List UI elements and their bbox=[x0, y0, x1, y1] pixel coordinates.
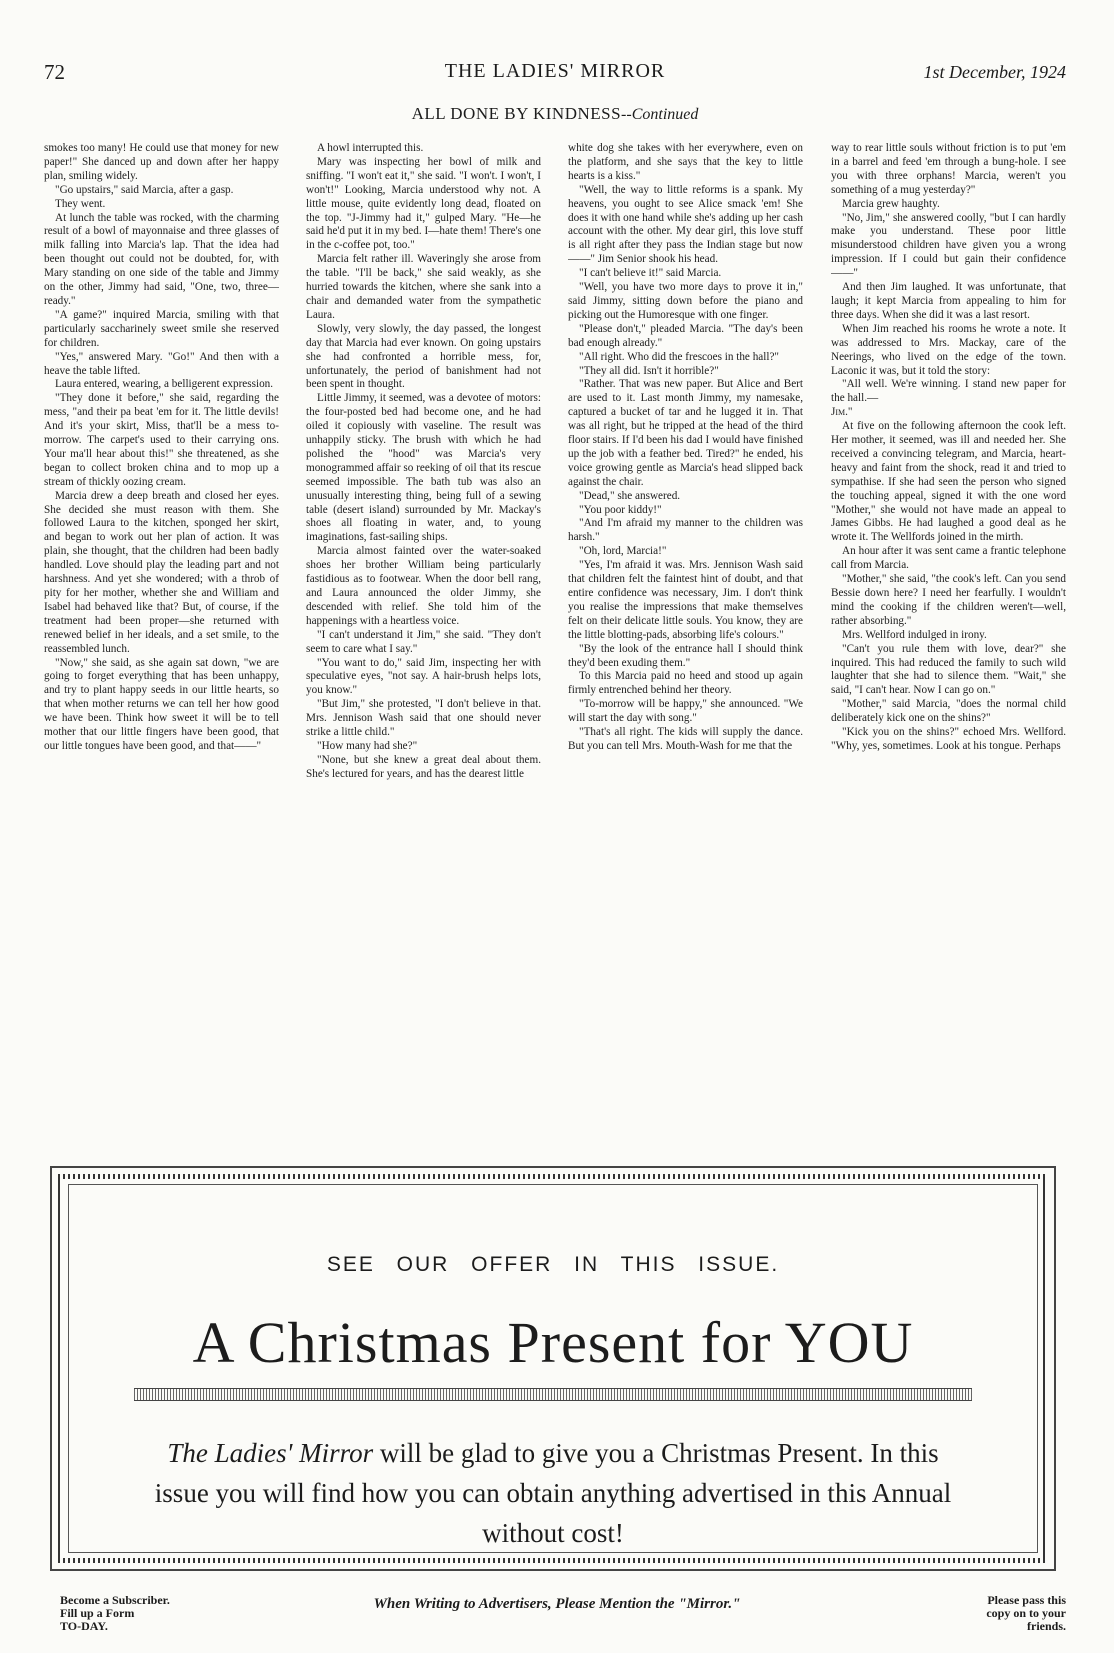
paragraph: "Go upstairs," said Marcia, after a gasp. bbox=[55, 183, 234, 196]
decorative-rule bbox=[134, 1388, 972, 1401]
ad-body-text bbox=[139, 1433, 967, 1553]
paragraph: "Well, the way to little reforms is a spank. My heavens, you ought to see Alice smack 'em! She does it with one hand while she's adding up her cash account with the other. My dear girl, this love stuff is all right after they pass the Indian stage but now——" Jim Senior shook his head. bbox=[568, 183, 803, 266]
paragraph: "To-morrow will be happy," she announced. "We will start the day with song." bbox=[568, 698, 803, 725]
paragraph: "I can't understand it Jim," she said. "They don't seem to care what I say." bbox=[306, 628, 541, 655]
paragraph: An hour after it was sent came a frantic telephone call from Marcia. bbox=[831, 545, 1066, 572]
paragraph: Marcia drew a deep breath and closed her eyes. She decided she must reason with them. She followed Laura to the kitchen, sponged her skirt, and began to work out her plan of action. It was plain, she thought, that the children had been badly handled. Love should play the leading part and not harshness. And yet she wondered; with a throb of pity for her mother, whether she and William and Isabel had behaved like that? But, of course, if the treatment had been proper—she returned with renewed belief in her ideals, and a set smile, to the reassembled lunch. bbox=[44, 489, 279, 655]
footer-left-line: Fill up a Form bbox=[60, 1606, 135, 1620]
signature: Jim." bbox=[831, 406, 853, 419]
paragraph: "Now," she said, as she again sat down, "we are going to forget everything that has been unhappy, and try to plant happy seeds in our little hearts, so that when mother returns we can tell her how good we have been. Think how sweet it will be to tell mother that our little fingers have been good, that our little tongues have been good, and that——" bbox=[44, 656, 279, 752]
story-title bbox=[44, 104, 1066, 124]
paragraph: Mary was inspecting her bowl of milk and sniffing. "I won't eat it," she said. "I won't. I won't, I won't!" Looking, Marcia understood why not. A little mouse, quite evidently long dead, floated on the top. "J-Jimmy had it," gulped Mary. "He—he said he'd put it in my bed. I—hate them! There's one in the c-coffee pot, too." bbox=[306, 155, 541, 252]
story-title-text: ALL DONE BY KINDNESS bbox=[411, 104, 622, 123]
footer-right-line: copy on to your bbox=[986, 1606, 1066, 1620]
paragraph: "Can't you rule them with love, dear?" she inquired. This had reduced the family to such wild laughter that she had to silence them. "Wait," she said, "I can't hear. Now I can go on." bbox=[831, 642, 1066, 697]
paragraph: Slowly, very slowly, the day passed, the longest day that Marcia had ever known. On going upstairs she had confronted a horrible mess, for, unfortunately, the period of banishment had not been spent in thought. bbox=[306, 322, 541, 391]
paragraph: Little Jimmy, it seemed, was a devotee of motors: the four-posted bed had become one, and he had oiled it copiously with vaseline. The result was unhappily sticky. The brush with which he had polished the "hood" was Marcia's very monogrammed affair so reeking of oil that its rescue seemed impossible. The bath tub was also an unusually interesting thing, being full of a sewing table (desert island) surrounded by Mr. Mackay's shoes all floating in water, and, to young imaginations, fast-sailing ships. bbox=[306, 392, 541, 544]
footer-advertisers-note: When Writing to Advertisers, Please Mention the "Mirror." bbox=[373, 1596, 741, 1612]
paragraph: "None, but she knew a great deal about them. She's lectured for years, and has the dearest little bbox=[306, 753, 541, 780]
ad-headline: A Christmas Present for YOU bbox=[192, 1310, 914, 1375]
paragraph: Marcia grew haughty. bbox=[842, 197, 940, 210]
paragraph: "All right. Who did the frescoes in the hall?" bbox=[579, 350, 779, 363]
paragraph: "But Jim," she protested, "I don't believe in that. Mrs. Jennison Wash said that one should never strike a little child." bbox=[306, 698, 541, 739]
paragraph: "You want to do," said Jim, inspecting her with speculative eyes, "not say. A hair-brush helps lots, you know." bbox=[306, 656, 541, 697]
page-header bbox=[44, 60, 1066, 90]
paragraph: At five on the following afternoon the cook left. Her mother, it seemed, was ill and needed her. She received a convincing telegram, and Marcia, heart-heavy and faint from the shock, read it and tried to sympathise. If she had seen the person who signed the touching appeal, signed it with the one word "Mother," she would not have made an appeal to James Gibbs. He had laughed a good deal as he wrote it. The Wellfords joined in the mirth. bbox=[831, 420, 1066, 544]
footer-right-line: Please pass this bbox=[987, 1593, 1066, 1607]
paragraph: Mrs. Wellford indulged in irony. bbox=[842, 628, 987, 641]
page-number: 72 bbox=[44, 60, 65, 84]
paragraph: A howl interrupted this. bbox=[317, 142, 424, 154]
paragraph: "And I'm afraid my manner to the children was harsh." bbox=[568, 517, 803, 544]
footer-left-line: Become a Subscriber. bbox=[60, 1593, 170, 1607]
paragraph: Marcia felt rather ill. Waveringly she arose from the table. "I'll be back," she said weakly, as she hurried towards the kitchen, where she sank into a chair and demanded water from the sympathetic Laura. bbox=[306, 253, 541, 321]
paragraph: "You poor kiddy!" bbox=[579, 503, 662, 516]
ad-magazine-name: The Ladies' Mirror bbox=[167, 1438, 374, 1468]
ad-inner-frame bbox=[68, 1184, 1038, 1553]
paragraph: To this Marcia paid no heed and stood up again firmly entrenched behind her theory. bbox=[568, 670, 803, 697]
paragraph: "Dead," she answered. bbox=[579, 489, 681, 502]
paragraph: "That's all right. The kids will supply the dance. But you can tell Mrs. Mouth-Wash for me that the bbox=[568, 726, 803, 752]
paragraph: "By the look of the entrance hall I should think they'd been exuding them." bbox=[568, 642, 803, 669]
paragraph: "Oh, lord, Marcia!" bbox=[579, 545, 667, 558]
paragraph: "Yes," answered Mary. "Go!" And then with a heave the table lifted. bbox=[44, 350, 279, 377]
paragraph: "I can't believe it!" said Marcia. bbox=[579, 267, 722, 280]
paragraph: "A game?" inquired Marcia, smiling with that particularly saccharinely sweet smile she reserved for children. bbox=[44, 308, 279, 349]
paragraph: "Rather. That was new paper. But Alice and Bert are used to it. Last month Jimmy, my namesake, captured a bucket of tar and he lugged it in. That was all right, but he tripped at the head of the third floor stairs. If I'd been his dad I would have finished up the job with a feather bed. Tired?" he ended, his voice growing gentle as Marcia's head slipped back against the chair. bbox=[568, 378, 803, 488]
paragraph: smokes too many! He could use that money for new paper!" She danced up and down after her happy plan, smiling widely. bbox=[44, 142, 279, 182]
magazine-title: THE LADIES' MIRROR bbox=[444, 60, 666, 82]
continued-label: --Continued bbox=[621, 106, 699, 123]
paragraph: way to rear little souls without friction is to put 'em in a barrel and feed 'em through a bung-hole. I see you with three orphans! Marcia, weren't you something of a mug yesterday?" bbox=[831, 142, 1066, 196]
paragraph: "Please don't," pleaded Marcia. "The day's been bad enough already." bbox=[568, 322, 803, 349]
footer-pass-on-note bbox=[986, 1594, 1066, 1633]
paragraph: "No, Jim," she answered coolly, "but I can hardly make you understand. These poor little misunderstood children have given you a wrong impression. If I could but gain their confidence——" bbox=[831, 211, 1066, 280]
paragraph: "Mother," she said, "the cook's left. Can you send Bessie down here? I need her fearfully. I wouldn't mind the cooking if the children weren't—well, rather absorbing." bbox=[831, 573, 1066, 627]
footer-right-line: friends. bbox=[1027, 1619, 1066, 1633]
footer-left-line: TO-DAY. bbox=[60, 1619, 108, 1633]
paragraph: When Jim reached his rooms he wrote a note. It was addressed to Mrs. Mackay, care of the Neerings, who lived on the edge of the town. Laconic it was, but it told the story: bbox=[831, 322, 1066, 377]
paragraph: white dog she takes with her everywhere, even on the platform, and she says that the key to little hearts is a kiss." bbox=[568, 142, 803, 182]
paragraph: "Yes, I'm afraid it was. Mrs. Jennison Wash said that children felt the faintest hint of doubt, and that entire confidence was necessary, Jim. I don't think you realise the impressions that make themselves felt on their delicate little souls. You know, they are the little blotting-pads, absorbing life's colours." bbox=[568, 559, 803, 641]
ad-body-copy: will be glad to give you a Christmas Present. In this issue you will find how you can obtain anything advertised in this Annual without cost! bbox=[154, 1438, 952, 1548]
paragraph: At lunch the table was rocked, with the charming result of a bowl of mayonnaise and three glasses of milk falling into Marcia's lap. That the idea had been thought out could not be doubted, for, with Mary standing on one side of the table and Jimmy on the other, Jimmy had said, "One, two, three—ready." bbox=[44, 211, 279, 307]
paragraph: "Kick you on the shins?" echoed Mrs. Wellford. "Why, yes, sometimes. Look at his tongue. Perhaps bbox=[831, 726, 1066, 752]
ad-offer-line: SEE OUR OFFER IN THIS ISSUE. bbox=[326, 1253, 780, 1276]
paragraph: Marcia almost fainted over the water-soaked shoes her brother William being particularly fastidious as to footwear. When the door bell rang, and Laura announced the older Jimmy, she descended with relief. She told him of the happenings with a heartless voice. bbox=[306, 545, 541, 627]
paragraph: "How many had she?" bbox=[317, 739, 418, 752]
christmas-offer-advertisement bbox=[50, 1166, 1056, 1571]
paragraph: Laura entered, wearing, a belligerent expression. bbox=[55, 378, 274, 391]
paragraph: "They all did. Isn't it horrible?" bbox=[579, 364, 719, 377]
paragraph: "All well. We're winning. I stand new paper for the hall.— bbox=[831, 378, 1066, 405]
paragraph: "Well, you have two more days to prove it in," said Jimmy, sitting down before the piano and picking out the Humoresque with one finger. bbox=[568, 281, 803, 321]
paragraph: They went. bbox=[55, 197, 106, 210]
paragraph: "Mother," said Marcia, "does the normal child deliberately kick one on the shins?" bbox=[831, 698, 1066, 725]
paragraph: And then Jim laughed. It was unfortunate, that laugh; it kept Marcia from appealing to him for three days. When she did it was a last resort. bbox=[831, 281, 1066, 321]
issue-date: 1st December, 1924 bbox=[923, 62, 1066, 82]
paragraph: "They done it before," she said, regarding the mess, "and their pa beat 'em for it. The little devils! And it's your skirt, Miss, that'll be a mess to-morrow. The carpet's used to their carrying ons. Your ma'll hear about this!" she threatened, as she began to collect broken china and to mop up a stream of thickly oozing cream. bbox=[44, 392, 279, 488]
